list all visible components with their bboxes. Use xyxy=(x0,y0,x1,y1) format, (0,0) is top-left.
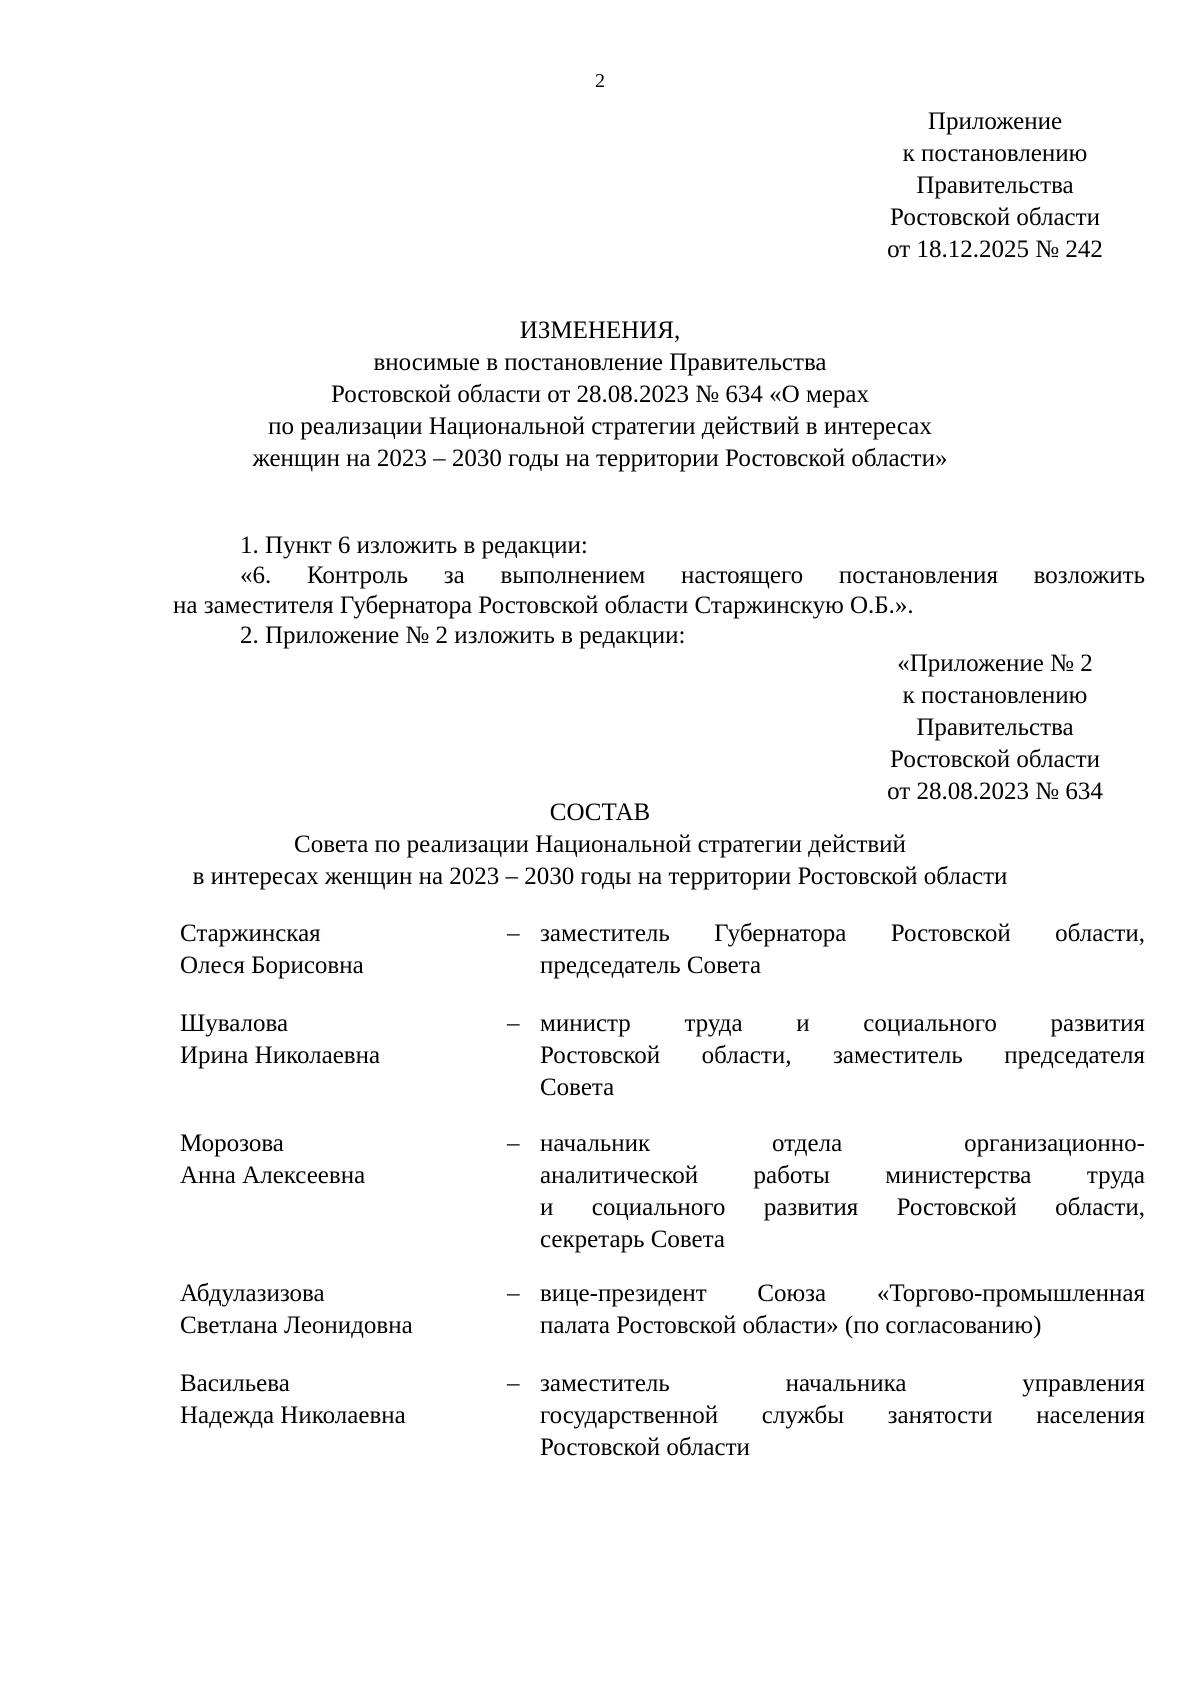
member-role-line: Ростовской области xyxy=(540,1434,750,1461)
page-number: 2 xyxy=(595,70,605,92)
attachment-header xyxy=(865,106,1125,266)
member-surname: Старжинская xyxy=(180,920,321,947)
member-role xyxy=(540,1128,1145,1256)
member-role-line: государственной службы занятости населения xyxy=(540,1402,1145,1429)
member-given-name: Анна Алексеевна xyxy=(180,1162,366,1189)
member-name xyxy=(180,1128,480,1192)
member-dash: – xyxy=(507,1370,520,1397)
member-role-line: начальник отдела организационно- xyxy=(540,1130,1145,1157)
member-given-name: Надежда Николаевна xyxy=(180,1402,406,1429)
document-title-line: по реализации Национальной стратегии действий в интересах xyxy=(268,413,932,440)
appendix-header-line: к постановлению xyxy=(902,682,1088,709)
member-surname: Морозова xyxy=(180,1130,284,1157)
item-1-quote-line: на заместителя Губернатора Ростовской области Старжинскую О.Б.». xyxy=(173,592,914,619)
member-dash: – xyxy=(507,1280,520,1307)
member-surname: Шувалова xyxy=(180,1010,289,1037)
composition-title-line: в интересах женщин на 2023 – 2030 годы на территории Ростовской области xyxy=(192,863,1008,890)
member-dash: – xyxy=(507,1010,520,1037)
member-given-name: Олеся Борисовна xyxy=(180,952,364,979)
item-1-quote-line: «6. Контроль за выполнением настоящего постановления возложить xyxy=(240,562,1145,589)
member-role-line: вице-президент Союза «Торгово-промышленная xyxy=(540,1280,1145,1307)
appendix-header xyxy=(865,648,1125,808)
attachment-header-line: Приложение xyxy=(927,108,1063,135)
document-title-line: Ростовской области от 28.08.2023 № 634 «О мерах xyxy=(331,381,869,408)
document-title-line: женщин на 2023 – 2030 годы на территории Ростовской области» xyxy=(252,445,948,472)
member-surname: Абдулазизова xyxy=(180,1280,325,1307)
member-role xyxy=(540,1368,1145,1464)
appendix-header-line: «Приложение № 2 xyxy=(897,650,1093,677)
appendix-header-line: от 28.08.2023 № 634 xyxy=(887,778,1103,805)
member-name xyxy=(180,1368,480,1432)
document-title-line: вносимые в постановление Правительства xyxy=(373,349,827,376)
member-role-line: и социального развития Ростовской области, xyxy=(540,1194,1145,1221)
member-role-line: Совета xyxy=(540,1074,615,1101)
composition-heading: СОСТАВ xyxy=(549,799,651,826)
member-name xyxy=(180,918,480,982)
member-role-line: Ростовской области, заместитель председателя xyxy=(540,1042,1145,1069)
member-role-line: секретарь Совета xyxy=(540,1226,725,1253)
item-1: 1. Пункт 6 изложить в редакции: xyxy=(240,532,588,559)
member-name xyxy=(180,1278,480,1342)
member-role xyxy=(540,1008,1145,1104)
member-role-line: заместитель Губернатора Ростовской области, xyxy=(540,920,1145,947)
item-2: 2. Приложение № 2 изложить в редакции: xyxy=(240,622,686,649)
member-role-line: министр труда и социального развития xyxy=(540,1010,1145,1037)
member-given-name: Светлана Леонидовна xyxy=(180,1312,413,1339)
document-heading: ИЗМЕНЕНИЯ, xyxy=(519,317,681,344)
appendix-header-line: Ростовской области xyxy=(890,746,1100,773)
member-surname: Васильева xyxy=(180,1370,290,1397)
document-title xyxy=(100,315,1100,475)
member-role-line: аналитической работы министерства труда xyxy=(540,1162,1145,1189)
member-given-name: Ирина Николаевна xyxy=(180,1042,381,1069)
composition-title xyxy=(100,797,1100,893)
member-role-line: палата Ростовской области» (по согласованию) xyxy=(540,1312,1042,1339)
member-role xyxy=(540,1278,1145,1342)
appendix-header-line: Правительства xyxy=(916,714,1074,741)
attachment-header-line: к постановлению xyxy=(902,140,1088,167)
member-role-line: председатель Совета xyxy=(540,952,762,979)
member-dash: – xyxy=(507,1130,520,1157)
member-role-line: заместитель начальника управления xyxy=(540,1370,1145,1397)
member-name xyxy=(180,1008,480,1072)
composition-title-line: Совета по реализации Национальной стратегии действий xyxy=(294,831,906,858)
attachment-header-line: Правительства xyxy=(916,172,1074,199)
attachment-header-line: от 18.12.2025 № 242 xyxy=(887,236,1103,263)
member-dash: – xyxy=(507,920,520,947)
attachment-header-line: Ростовской области xyxy=(890,204,1100,231)
member-role xyxy=(540,918,1145,982)
